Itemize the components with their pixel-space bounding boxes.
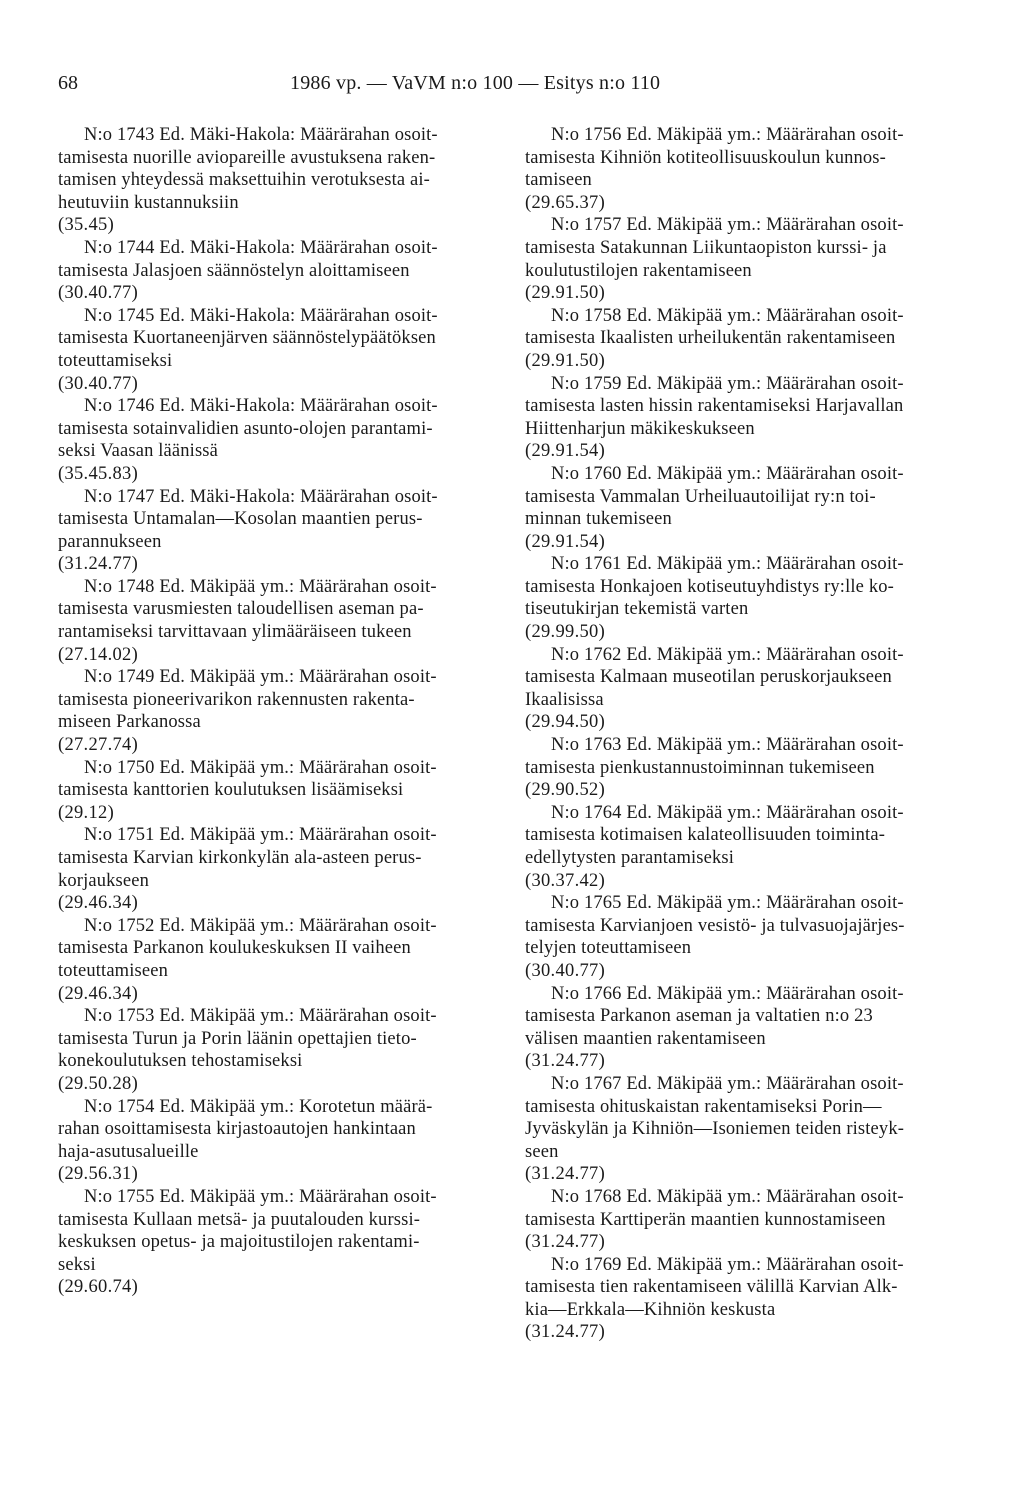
- motion-text-line: toteuttamiseen: [58, 960, 168, 981]
- motion-text-line: rantamiseksi tarvittavaan ylimääräiseen tukeen: [58, 622, 412, 643]
- motion-text-line: miseen Parkanossa: [58, 712, 201, 733]
- motion-text-line: tamisesta tien rakentamiseen välillä Karvian Alk-: [525, 1277, 898, 1298]
- motion-entry: [525, 644, 967, 734]
- budget-code: (30.40.77): [58, 373, 139, 394]
- budget-code: (31.24.77): [525, 1164, 606, 1185]
- motion-entry: [525, 734, 967, 802]
- motion-text-line: keskuksen opetus- ja majoitustilojen rakentami-: [58, 1232, 420, 1253]
- budget-code: (29.94.50): [525, 712, 606, 733]
- page-header: [0, 72, 1024, 102]
- motion-heading-line: N:o 1768 Ed. Mäkipää ym.: Määrärahan osoit-: [551, 1186, 904, 1207]
- running-title: 1986 vp. — VaVM n:o 100 — Esitys n:o 110: [290, 72, 661, 94]
- budget-code: (31.24.77): [525, 1232, 606, 1253]
- motion-entry: [58, 237, 500, 305]
- motion-text-line: tamisesta Satakunnan Liikuntaopiston kurssi- ja: [525, 237, 887, 258]
- motion-text-line: konekoulutuksen tehostamiseksi: [58, 1051, 303, 1072]
- motion-heading-line: N:o 1754 Ed. Mäkipää ym.: Korotetun määrä-: [84, 1096, 433, 1117]
- motion-heading-line: N:o 1753 Ed. Mäkipää ym.: Määrärahan osoit-: [84, 1006, 437, 1027]
- motion-heading-line: N:o 1759 Ed. Mäkipää ym.: Määrärahan osoit-: [551, 373, 904, 394]
- motion-text-line: tiseutukirjan tekemistä varten: [525, 599, 749, 620]
- motion-text-line: rahan osoittamisesta kirjastoautojen hankintaan: [58, 1119, 416, 1140]
- budget-code: (29.12): [58, 802, 115, 823]
- motion-text-line: Jyväskylän ja Kihniön—Isoniemen teiden risteyk-: [525, 1119, 905, 1140]
- motion-heading-line: N:o 1743 Ed. Mäki-Hakola: Määrärahan osoit-: [84, 125, 438, 145]
- motion-text-line: tamisesta Untamalan—Kosolan maantien perus-: [58, 509, 423, 530]
- motion-text-line: tamisesta pienkustannustoiminnan tukemiseen: [525, 757, 875, 778]
- motion-text-line: tamisesta Karttiperän maantien kunnostamiseen: [525, 1209, 886, 1230]
- motion-text-line: Hiittenharjun mäkikeskukseen: [525, 418, 755, 439]
- motion-text-line: tamisesta sotainvalidien asunto-olojen parantami-: [58, 418, 433, 439]
- motion-text-line: haja-asutusalueille: [58, 1141, 199, 1162]
- motion-text-line: seksi: [58, 1254, 96, 1275]
- motion-text-line: tamisesta Kalmaan museotilan peruskorjaukseen: [525, 667, 892, 688]
- motion-text-line: tamisesta ohituskaistan rakentamiseksi Porin—: [525, 1096, 882, 1117]
- motion-text-line: edellytysten parantamiseksi: [525, 848, 735, 868]
- budget-code: (29.90.52): [525, 780, 606, 801]
- motion-text-line: tamisesta Parkanon koulukeskuksen II vaiheen: [58, 938, 411, 959]
- motion-entry: [58, 915, 500, 1005]
- motion-heading-line: N:o 1764 Ed. Mäkipää ym.: Määrärahan osoit-: [551, 802, 904, 823]
- motion-text-line: tamisesta Kuortaneenjärven säännöstelypäätöksen: [58, 328, 436, 349]
- motion-heading-line: N:o 1769 Ed. Mäkipää ym.: Määrärahan osoit-: [551, 1254, 904, 1275]
- motion-heading-line: N:o 1761 Ed. Mäkipää ym.: Määrärahan osoit-: [551, 554, 904, 575]
- motion-entry: [58, 757, 500, 825]
- motion-text-line: tamisesta Vammalan Urheiluautoilijat ry:n toi-: [525, 486, 876, 507]
- motion-heading-line: N:o 1757 Ed. Mäkipää ym.: Määrärahan osoit-: [551, 215, 904, 236]
- motion-text-line: tamiseen: [525, 170, 592, 191]
- motion-entry: [58, 1096, 500, 1186]
- budget-code: (29.91.54): [525, 441, 606, 462]
- motion-text-line: tamisesta Kihniön kotiteollisuuskoulun kunnos-: [525, 147, 886, 168]
- motion-text-line: telyjen toteuttamiseen: [525, 938, 692, 959]
- motion-text-line: korjaukseen: [58, 870, 150, 891]
- motion-text-line: koulutustilojen rakentamiseen: [525, 260, 752, 281]
- motion-entry: [58, 666, 500, 756]
- motion-entry: [525, 983, 967, 1073]
- motion-entry: [525, 124, 967, 214]
- motion-heading-line: N:o 1763 Ed. Mäkipää ym.: Määrärahan osoit-: [551, 735, 904, 756]
- motion-text-line: tamisesta Honkajoen kotiseutuyhdistys ry:lle ko-: [525, 576, 894, 597]
- motion-text-line: tamisen yhteydessä maksettuihin verotuksesta ai-: [58, 170, 430, 191]
- motion-text-line: heutuviin kustannuksiin: [58, 192, 239, 213]
- motion-heading-line: N:o 1747 Ed. Mäki-Hakola: Määrärahan osoit-: [84, 486, 438, 507]
- motion-text-line: tamisesta pioneerivarikon rakennusten rakenta-: [58, 689, 415, 710]
- motion-text-line: tamisesta Karvian kirkonkylän ala-asteen perus-: [58, 848, 422, 868]
- motion-text-line: tamisesta kanttorien koulutuksen lisäämiseksi: [58, 780, 404, 801]
- budget-code: (27.27.74): [58, 735, 139, 756]
- motion-entry: [58, 1005, 500, 1095]
- motion-entry: [525, 373, 967, 463]
- budget-code: (29.46.34): [58, 893, 139, 914]
- budget-code: (29.60.74): [58, 1277, 139, 1298]
- motion-text-line: tamisesta varusmiesten taloudellisen aseman pa-: [58, 599, 424, 620]
- left-column: [58, 124, 500, 1299]
- budget-code: (30.40.77): [58, 283, 139, 304]
- motion-text-line: tamisesta Parkanon aseman ja valtatien n:o 23: [525, 1006, 873, 1027]
- motion-text-line: parannukseen: [58, 531, 162, 552]
- budget-code: (30.37.42): [525, 870, 606, 891]
- motion-entry: [58, 486, 500, 576]
- motion-entry: [525, 892, 967, 982]
- budget-code: (31.24.77): [525, 1051, 606, 1072]
- right-column: [525, 124, 967, 1344]
- motion-heading-line: N:o 1760 Ed. Mäkipää ym.: Määrärahan osoit-: [551, 463, 904, 484]
- motion-heading-line: N:o 1756 Ed. Mäkipää ym.: Määrärahan osoit-: [551, 125, 904, 145]
- motion-text-line: tamisesta Jalasjoen säännöstelyn aloittamiseen: [58, 260, 410, 281]
- budget-code: (29.91.50): [525, 283, 606, 304]
- motion-text-line: tamisesta kotimaisen kalateollisuuden toiminta-: [525, 825, 886, 846]
- motion-text-line: tamisesta Ikaalisten urheilukentän rakentamiseen: [525, 328, 896, 349]
- motion-heading-line: N:o 1765 Ed. Mäkipää ym.: Määrärahan osoit-: [551, 893, 904, 914]
- motion-entry: [525, 305, 967, 373]
- motion-text-line: seksi Vaasan läänissä: [58, 441, 219, 462]
- motion-text-line: Ikaalisissa: [525, 689, 604, 710]
- motion-entry: [525, 1254, 967, 1344]
- motion-text-line: tamisesta Kullaan metsä- ja puutalouden kurssi-: [58, 1209, 421, 1230]
- motion-heading-line: N:o 1748 Ed. Mäkipää ym.: Määrärahan osoit-: [84, 576, 437, 597]
- motion-heading-line: N:o 1762 Ed. Mäkipää ym.: Määrärahan osoit-: [551, 644, 904, 665]
- motion-entry: [525, 1186, 967, 1254]
- budget-code: (31.24.77): [58, 554, 139, 575]
- motion-entry: [525, 214, 967, 304]
- motion-heading-line: N:o 1758 Ed. Mäkipää ym.: Määrärahan osoit-: [551, 305, 904, 326]
- motion-heading-line: N:o 1746 Ed. Mäki-Hakola: Määrärahan osoit-: [84, 396, 438, 417]
- budget-code: (30.40.77): [525, 960, 606, 981]
- budget-code: (29.91.50): [525, 350, 606, 371]
- motion-text-line: tamisesta Karvianjoen vesistö- ja tulvasuojajärjes-: [525, 915, 905, 936]
- budget-code: (29.99.50): [525, 622, 606, 643]
- motion-text-line: tamisesta Turun ja Porin läänin opettajien tieto-: [58, 1028, 417, 1049]
- motion-entry: [58, 824, 500, 914]
- motion-text-line: minnan tukemiseen: [525, 509, 672, 530]
- motion-heading-line: N:o 1767 Ed. Mäkipää ym.: Määrärahan osoit-: [551, 1073, 904, 1094]
- budget-code: (35.45.83): [58, 463, 139, 484]
- motion-entry: [58, 576, 500, 666]
- motion-heading-line: N:o 1752 Ed. Mäkipää ym.: Määrärahan osoit-: [84, 915, 437, 936]
- budget-code: (35.45): [58, 215, 115, 236]
- motion-entry: [58, 124, 500, 237]
- motion-heading-line: N:o 1755 Ed. Mäkipää ym.: Määrärahan osoit-: [84, 1186, 437, 1207]
- motion-heading-line: N:o 1745 Ed. Mäki-Hakola: Määrärahan osoit-: [84, 305, 438, 326]
- budget-code: (29.46.34): [58, 983, 139, 1004]
- motion-text-line: toteuttamiseksi: [58, 350, 173, 371]
- motion-heading-line: N:o 1750 Ed. Mäkipää ym.: Määrärahan osoit-: [84, 757, 437, 778]
- budget-code: (29.56.31): [58, 1164, 139, 1185]
- motion-entry: [525, 1073, 967, 1186]
- motion-entry: [525, 802, 967, 892]
- page-number: 68: [58, 72, 78, 94]
- motion-entry: [525, 553, 967, 643]
- motion-entry: [58, 305, 500, 395]
- motion-entry: [58, 1186, 500, 1299]
- motion-text-line: välisen maantien rakentamiseen: [525, 1028, 766, 1049]
- motion-heading-line: N:o 1766 Ed. Mäkipää ym.: Määrärahan osoit-: [551, 983, 904, 1004]
- budget-code: (27.14.02): [58, 644, 139, 665]
- motion-text-line: tamisesta nuorille aviopareille avustuksena raken-: [58, 147, 436, 168]
- budget-code: (29.50.28): [58, 1073, 139, 1094]
- motion-heading-line: N:o 1751 Ed. Mäkipää ym.: Määrärahan osoit-: [84, 825, 437, 846]
- motion-text-line: kia—Erkkala—Kihniön keskusta: [525, 1299, 776, 1320]
- motion-heading-line: N:o 1744 Ed. Mäki-Hakola: Määrärahan osoit-: [84, 237, 438, 258]
- motion-heading-line: N:o 1749 Ed. Mäkipää ym.: Määrärahan osoit-: [84, 667, 437, 688]
- motion-text-line: seen: [525, 1141, 559, 1162]
- motion-entry: [525, 463, 967, 553]
- motion-entry: [58, 395, 500, 485]
- budget-code: (29.65.37): [525, 192, 606, 213]
- budget-code: (31.24.77): [525, 1322, 606, 1343]
- budget-code: (29.91.54): [525, 531, 606, 552]
- motion-text-line: tamisesta lasten hissin rakentamiseksi Harjavallan: [525, 396, 904, 417]
